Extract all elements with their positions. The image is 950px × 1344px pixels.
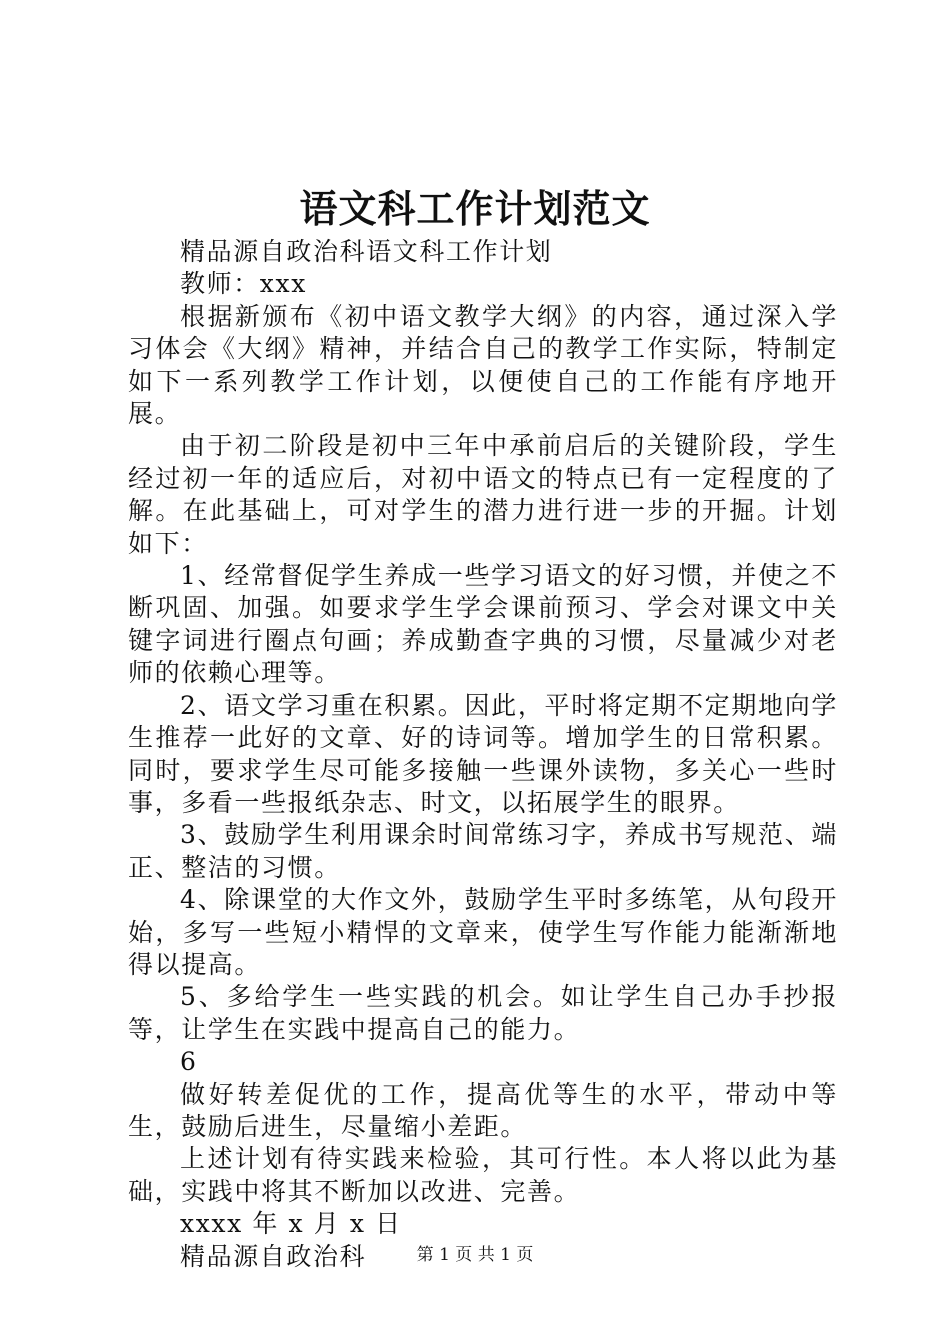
document-body (128, 236, 838, 1273)
plan-item-6-number: 6 (180, 1047, 198, 1077)
plan-item-4: 4、除课堂的大作文外，鼓励学生平时多练笔，从句段开始，多写一些短小精悍的文章来，使学生写作能力能渐渐地得以提高。 (128, 885, 838, 979)
paragraph-background: 由于初二阶段是初中三年中承前启后的关键阶段，学生经过初一年的适应后，对初中语文的特点已有一定程度的了解。在此基础上，可对学生的潜力进行进一步的开掘。计划如下： (128, 431, 838, 558)
page-number-footer: 第 1 页 共 1 页 (416, 1245, 534, 1265)
plan-item-1: 1、经常督促学生养成一些学习语文的好习惯，并使之不断巩固、加强。如要求学生学会课前预习、学会对课文中关键字词进行圈点句画；养成勤查字典的习惯，尽量减少对老师的依赖心理等。 (128, 561, 838, 688)
plan-item-6-text: 做好转差促优的工作，提高优等生的水平，带动中等生，鼓励后进生，尽量缩小差距。 (128, 1079, 838, 1141)
plan-item-5: 5、多给学生一些实践的机会。如让学生自己办手抄报等，让学生在实践中提高自己的能力。 (128, 982, 838, 1044)
paragraph-conclusion: 上述计划有待实践来检验，其可行性。本人将以此为基础，实践中将其不断加以改进、完善。 (128, 1144, 838, 1206)
document-title: 语文科工作计划范文 (299, 186, 651, 231)
source-footer-line: 精品源自政治科 (180, 1241, 367, 1271)
teacher-line: 教师：xxx (180, 269, 307, 299)
date-line: xxxx 年 x 月 x 日 (180, 1209, 402, 1239)
plan-item-3: 3、鼓励学生利用课余时间常练习字，养成书写规范、端正、整洁的习惯。 (128, 820, 838, 882)
source-line: 精品源自政治科语文科工作计划 (180, 237, 553, 266)
plan-item-2: 2、语文学习重在积累。因此，平时将定期不定期地向学生推荐一此好的文章、好的诗词等。增加学生的日常积累。同时，要求学生尽可能多接触一些课外读物，多关心一些时事，多看一些报纸杂志、时文，以拓展学生的眼界。 (128, 690, 838, 817)
paragraph-intro: 根据新颁布《初中语文教学大纲》的内容，通过深入学习体会《大纲》精神，并结合自己的教学工作实际，特制定如下一系列教学工作计划，以便使自己的工作能有序地开展。 (128, 301, 838, 429)
